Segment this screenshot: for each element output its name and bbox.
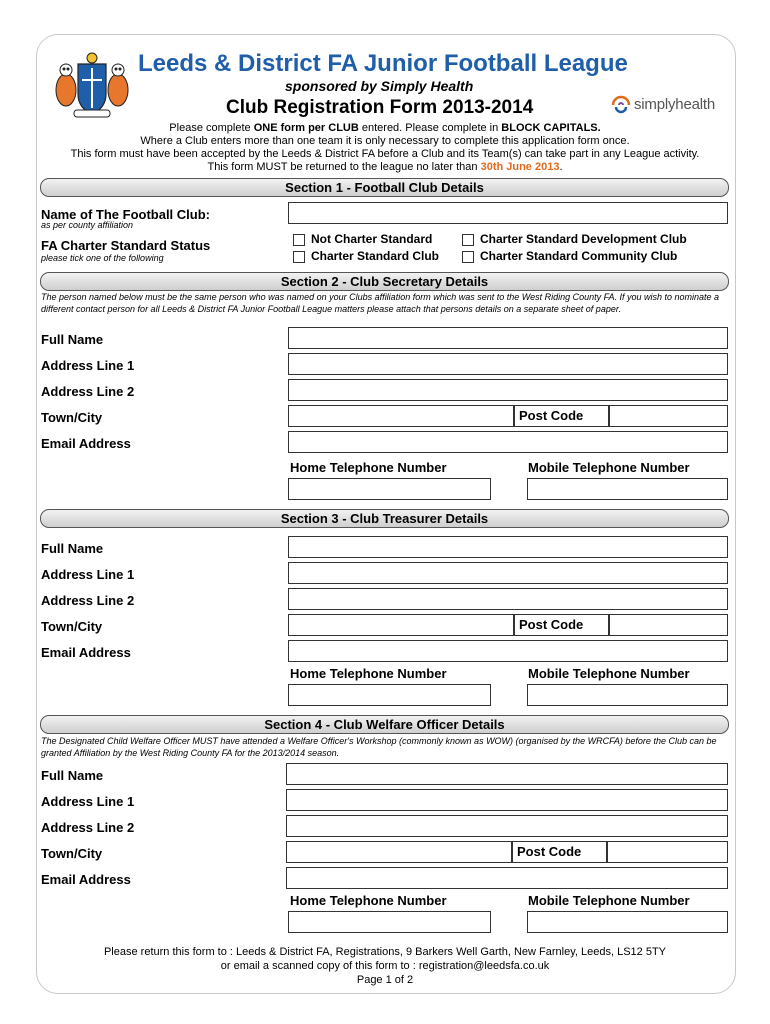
not-charter-standard-checkbox[interactable] (293, 234, 305, 246)
treasurer-full-name-label: Full Name (41, 541, 104, 556)
charter-development-label: Charter Standard Development Club (480, 232, 687, 246)
secretary-town-label: Town/City (41, 410, 103, 425)
secretary-post-code-label: Post Code (514, 405, 609, 427)
treasurer-mobile-tel-label: Mobile Telephone Number (528, 666, 690, 681)
secretary-full-name-label: Full Name (41, 332, 104, 347)
welfare-address2-input[interactable] (286, 815, 728, 837)
treasurer-post-code-input[interactable] (609, 614, 728, 636)
welfare-address2-label: Address Line 2 (41, 820, 135, 835)
secretary-email-label: Email Address (41, 436, 131, 451)
charter-club-checkbox[interactable] (293, 251, 305, 263)
intro-line-3: This form must have been accepted by the Leeds & District FA before a Club and its Team(s) can take part in any League activity. (70, 148, 700, 160)
section-4-note: The Designated Child Welfare Officer MUST have attended a Welfare Officer's Workshop (commonly known as WOW) (organised by the WRCFA) before the Club can be granted Affiliation by the West Riding County FA for the 2013/2014 season. (41, 736, 717, 758)
treasurer-home-tel-label: Home Telephone Number (290, 666, 447, 681)
charter-club-label: Charter Standard Club (311, 249, 440, 263)
welfare-mobile-tel-input[interactable] (527, 911, 728, 933)
secretary-mobile-tel-label: Mobile Telephone Number (528, 460, 690, 475)
treasurer-mobile-tel-input[interactable] (527, 684, 728, 706)
treasurer-town-label: Town/City (41, 619, 103, 634)
charter-status-sublabel: please tick one of the following (41, 253, 164, 263)
secretary-post-code-input[interactable] (609, 405, 728, 427)
secretary-address1-input[interactable] (288, 353, 728, 375)
treasurer-post-code-label: Post Code (514, 614, 609, 636)
secretary-home-tel-label: Home Telephone Number (290, 460, 447, 475)
charter-community-label: Charter Standard Community Club (480, 249, 678, 263)
welfare-full-name-label: Full Name (41, 768, 104, 783)
section-1-header: Section 1 - Football Club Details (40, 178, 729, 197)
charter-development-checkbox[interactable] (462, 234, 474, 246)
treasurer-address1-input[interactable] (288, 562, 728, 584)
section-4-header: Section 4 - Club Welfare Officer Details (40, 715, 729, 734)
welfare-post-code-label: Post Code (512, 841, 607, 863)
welfare-address1-input[interactable] (286, 789, 728, 811)
welfare-town-input[interactable] (286, 841, 512, 863)
return-email-line: or email a scanned copy of this form to : registration@leedsfa.co.uk (220, 960, 550, 972)
intro-line-1: Please complete ONE form per CLUB entered. Please complete in BLOCK CAPITALS. (169, 122, 601, 134)
treasurer-home-tel-input[interactable] (288, 684, 491, 706)
form-title: Club Registration Form 2013-2014 (226, 97, 534, 118)
secretary-email-input[interactable] (288, 431, 728, 453)
treasurer-town-input[interactable] (288, 614, 514, 636)
not-charter-standard-label: Not Charter Standard (311, 232, 433, 246)
welfare-full-name-input[interactable] (286, 763, 728, 785)
section-3-header: Section 3 - Club Treasurer Details (40, 509, 729, 528)
return-address-line: Please return this form to : Leeds & District FA, Registrations, 9 Barkers Well Garth, New Farnley, Leeds, LS12 5TY (103, 946, 667, 958)
secretary-mobile-tel-input[interactable] (527, 478, 728, 500)
treasurer-address2-input[interactable] (288, 588, 728, 610)
treasurer-email-label: Email Address (41, 645, 131, 660)
secretary-town-input[interactable] (288, 405, 514, 427)
welfare-post-code-input[interactable] (607, 841, 728, 863)
club-name-label: Name of The Football Club: (41, 207, 210, 222)
treasurer-address1-label: Address Line 1 (41, 567, 135, 582)
welfare-home-tel-input[interactable] (288, 911, 491, 933)
welfare-email-input[interactable] (286, 867, 728, 889)
welfare-address1-label: Address Line 1 (41, 794, 135, 809)
secretary-address1-label: Address Line 1 (41, 358, 135, 373)
league-title: Leeds & District FA Junior Football League (138, 50, 628, 77)
section-2-header: Section 2 - Club Secretary Details (40, 272, 729, 291)
sponsor-line: sponsored by Simply Health (285, 78, 474, 94)
welfare-mobile-tel-label: Mobile Telephone Number (528, 893, 690, 908)
club-name-input[interactable] (288, 202, 728, 224)
welfare-home-tel-label: Home Telephone Number (290, 893, 447, 908)
simplyhealth-logo-text: simplyhealth (634, 96, 715, 113)
league-crest-logo (52, 50, 132, 120)
deadline-date: 30th June 2013 (480, 161, 560, 173)
page-number: Page 1 of 2 (356, 974, 414, 986)
welfare-town-label: Town/City (41, 846, 103, 861)
intro-line-2: Where a Club enters more than one team it is only necessary to complete this application form once. (140, 135, 630, 147)
secretary-address2-label: Address Line 2 (41, 384, 135, 399)
secretary-full-name-input[interactable] (288, 327, 728, 349)
treasurer-full-name-input[interactable] (288, 536, 728, 558)
club-name-sublabel: as per county affiliation (41, 220, 134, 230)
charter-community-checkbox[interactable] (462, 251, 474, 263)
treasurer-address2-label: Address Line 2 (41, 593, 135, 608)
secretary-home-tel-input[interactable] (288, 478, 491, 500)
welfare-email-label: Email Address (41, 872, 131, 887)
secretary-address2-input[interactable] (288, 379, 728, 401)
charter-status-label: FA Charter Standard Status (41, 238, 211, 253)
intro-line-4: This form MUST be returned to the league no later than 30th June 2013. (207, 161, 563, 173)
treasurer-email-input[interactable] (288, 640, 728, 662)
section-2-note: The person named below must be the same person who was named on your Clubs affiliation form which was sent to the West Riding County FA. If you wish to nominate a different contact person for all Leeds & District FA Junior Football League matters please attach that persons details on a separate sheet of paper. (41, 292, 720, 314)
